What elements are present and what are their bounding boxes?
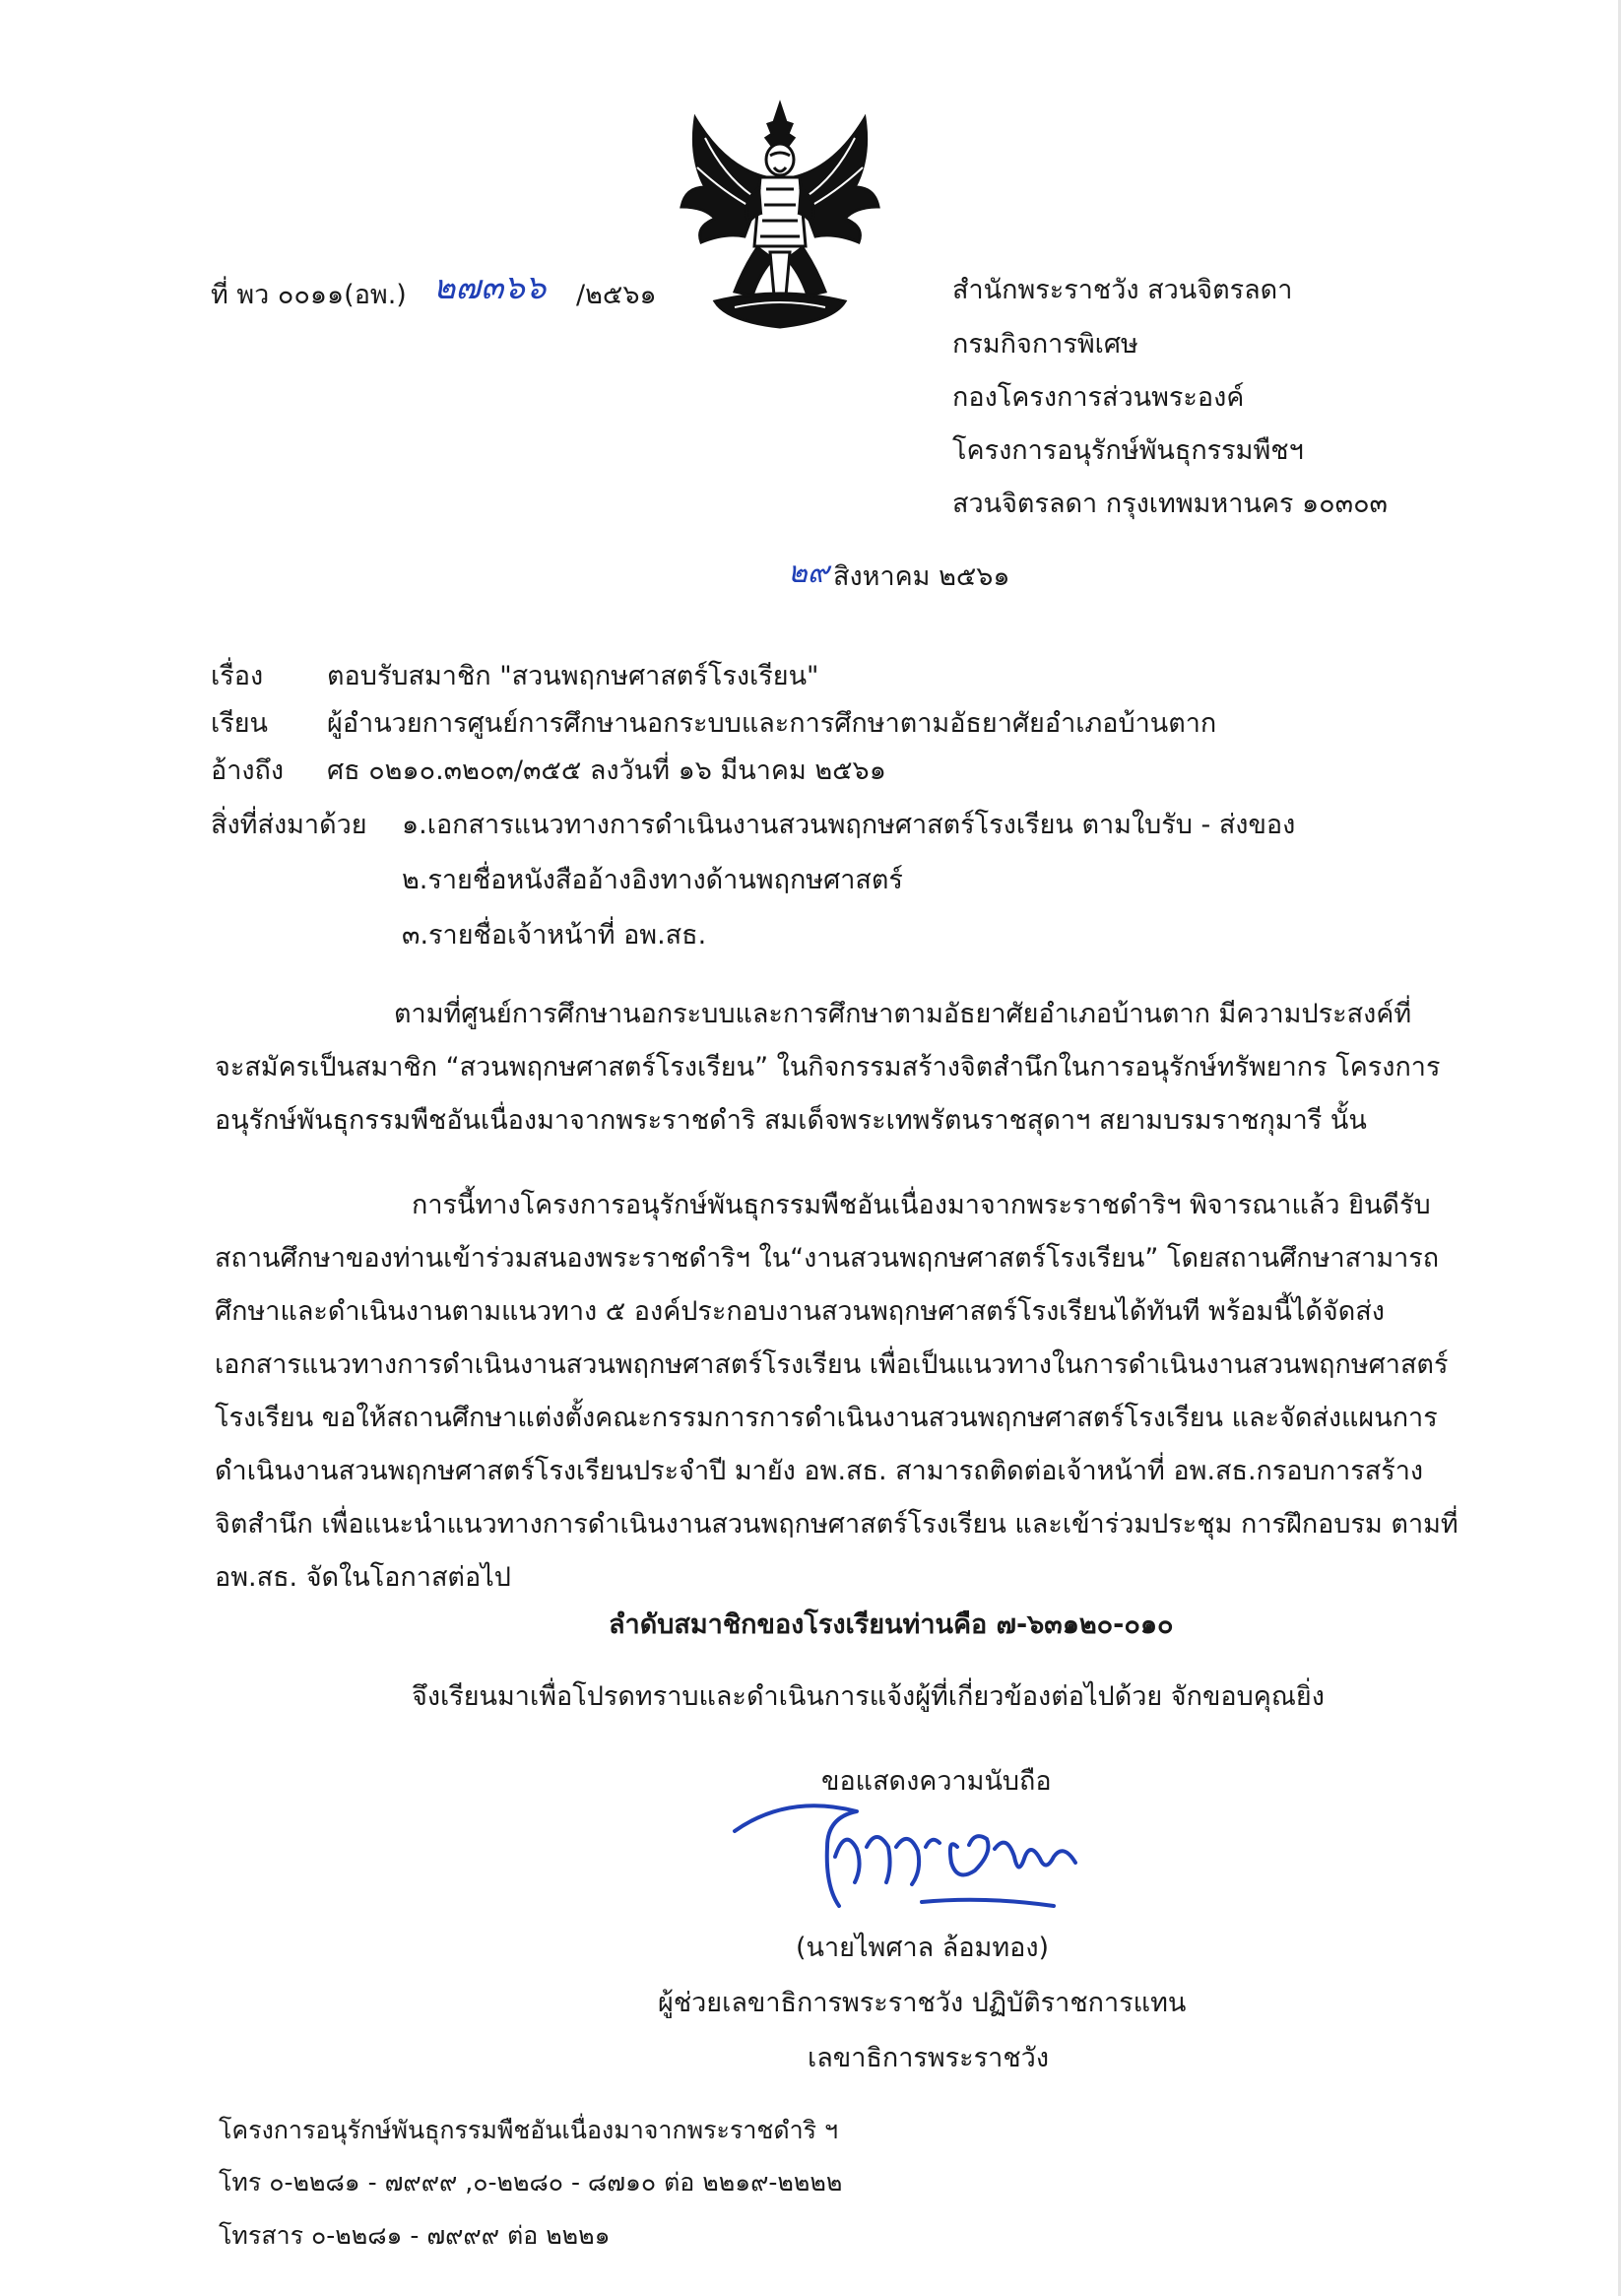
paragraph-line: โรงเรียน ขอให้สถานศึกษาแต่งตั้งคณะกรรมการการดำเนินงานสวนพฤกษศาสตร์โรงเรียน และจัดส่งแผนการ [215, 1403, 1438, 1433]
paragraph-line: จะสมัครเป็นสมาชิก “สวนพฤกษศาสตร์โรงเรียน” ในกิจกรรมสร้างจิตสำนึกในการอนุรักษ์ทรัพยากร โครงการ [215, 1052, 1441, 1082]
signer-name: (นายไพศาล ล้อมทอง) [796, 1933, 1050, 1963]
garuda-emblem [676, 98, 884, 335]
paragraph-line: ศึกษาและดำเนินงานตามแนวทาง ๕ องค์ประกอบงานสวนพฤกษศาสตร์โรงเรียนได้ทันที พร้อมนี้ได้จัดส่ง [215, 1296, 1385, 1327]
ref-prefix: ที่ พว ๐๐๑๑(อพ.) [211, 280, 407, 310]
paragraph-line: การนี้ทางโครงการอนุรักษ์พันธุกรรมพืชอันเนื่องมาจากพระราชดำริฯ พิจารณาแล้ว ยินดีรับ [412, 1190, 1431, 1220]
body-paragraph-2 [215, 1179, 1459, 1605]
date-handwritten-day: ๒๙ [788, 556, 829, 590]
ref-year: /๒๕๖๑ [576, 280, 657, 310]
member-number: ลำดับสมาชิกของโรงเรียนท่านคือ ๗-๖๓๑๒๐-๐๑๐ [609, 1609, 1174, 1640]
sender-line: สำนักพระราชวัง สวนจิตรลดา [952, 275, 1293, 305]
signer-title: ผู้ช่วยเลขาธิการพระราชวัง ปฏิบัติราชการแทน [658, 1988, 1187, 2018]
footer-fax: โทรสาร ๐-๒๒๘๑ - ๗๙๙๙ ต่อ ๒๒๒๑ [219, 2221, 611, 2250]
handwritten-signature [729, 1788, 1103, 1926]
enclosure-item: ๓.รายชื่อเจ้าหน้าที่ อพ.สธ. [402, 920, 707, 951]
sender-line: สวนจิตรลดา กรุงเทพมหานคร ๑๐๓๐๓ [952, 489, 1389, 519]
paragraph-line: อพ.สธ. จัดในโอกาสต่อไป [215, 1562, 511, 1593]
subject-value: ตอบรับสมาชิก "สวนพฤกษศาสตร์โรงเรียน" [327, 661, 819, 691]
paragraph-line: เอกสารแนวทางการดำเนินงานสวนพฤกษศาสตร์โรงเรียน เพื่อเป็นแนวทางในการดำเนินงานสวนพฤกษศาสตร์ [215, 1349, 1449, 1380]
enclosure-item: ๒.รายชื่อหนังสืออ้างอิงทางด้านพฤกษศาสตร์ [402, 865, 903, 895]
paragraph-line: ดำเนินงานสวนพฤกษศาสตร์โรงเรียนประจำปี มายัง อพ.สธ. สามารถติดต่อเจ้าหน้าที่ อพ.สธ.กรอบการสร้าง [215, 1456, 1424, 1486]
to-value: ผู้อำนวยการศูนย์การศึกษานอกระบบและการศึกษาตามอัธยาศัยอำเภอบ้านตาก [327, 708, 1217, 739]
sender-line: โครงการอนุรักษ์พันธุกรรมพืชฯ [952, 435, 1304, 466]
signer-title-secondary: เลขาธิการพระราชวัง [808, 2043, 1050, 2073]
regards: ขอแสดงความนับถือ [821, 1766, 1052, 1797]
ref-handwritten-number: ๒๗๓๖๖ [433, 268, 547, 307]
closing-sentence: จึงเรียนมาเพื่อโปรดทราบและดำเนินการแจ้งผู้ที่เกี่ยวข้องต่อไปด้วย จักขอบคุณยิ่ง [412, 1681, 1325, 1712]
date-text: สิงหาคม ๒๕๖๑ [833, 561, 1010, 592]
to-label: เรียน [211, 708, 269, 739]
footer-telephone: โทร ๐-๒๒๘๑ - ๗๙๙๙ ,๐-๒๒๘๐ - ๘๗๑๐ ต่อ ๒๒๑๙-๒๒๒๒ [219, 2168, 843, 2197]
enclosure-label: สิ่งที่ส่งมาด้วย [211, 810, 367, 840]
paragraph-line: ตามที่ศูนย์การศึกษานอกระบบและการศึกษาตามอัธยาศัยอำเภอบ้านตาก มีความประสงค์ที่ [394, 999, 1412, 1029]
enclosure-item: ๑.เอกสารแนวทางการดำเนินงานสวนพฤกษศาสตร์โรงเรียน ตามใบรับ - ส่งของ [402, 810, 1296, 840]
reference-value: ศธ ๐๒๑๐.๓๒๐๓/๓๕๕ ลงวันที่ ๑๖ มีนาคม ๒๕๖๑ [327, 755, 886, 786]
body-paragraph-1 [215, 988, 1446, 1148]
sender-line: กองโครงการส่วนพระองค์ [952, 382, 1245, 413]
paragraph-line: สถานศึกษาของท่านเข้าร่วมสนองพระราชดำริฯ ใน“งานสวนพฤกษศาสตร์โรงเรียน” โดยสถานศึกษาสามารถ [215, 1243, 1440, 1274]
paragraph-line: อนุรักษ์พันธุกรรมพืชอันเนื่องมาจากพระราชดำริ สมเด็จพระเทพรัตนราชสุดาฯ สยามบรมราชกุมารี นั้น [215, 1105, 1367, 1136]
footer-organization: โครงการอนุรักษ์พันธุกรรมพืชอันเนื่องมาจากพระราชดำริ ฯ [219, 2116, 839, 2144]
paragraph-line: จิตสำนึก เพื่อแนะนำแนวทางการดำเนินงานสวนพฤกษศาสตร์โรงเรียน และเข้าร่วมประชุม การฝึกอบรม ตามที่ [215, 1509, 1459, 1540]
sender-line: กรมกิจการพิเศษ [952, 329, 1138, 360]
subject-label: เรื่อง [211, 661, 264, 691]
reference-label: อ้างถึง [211, 755, 285, 786]
